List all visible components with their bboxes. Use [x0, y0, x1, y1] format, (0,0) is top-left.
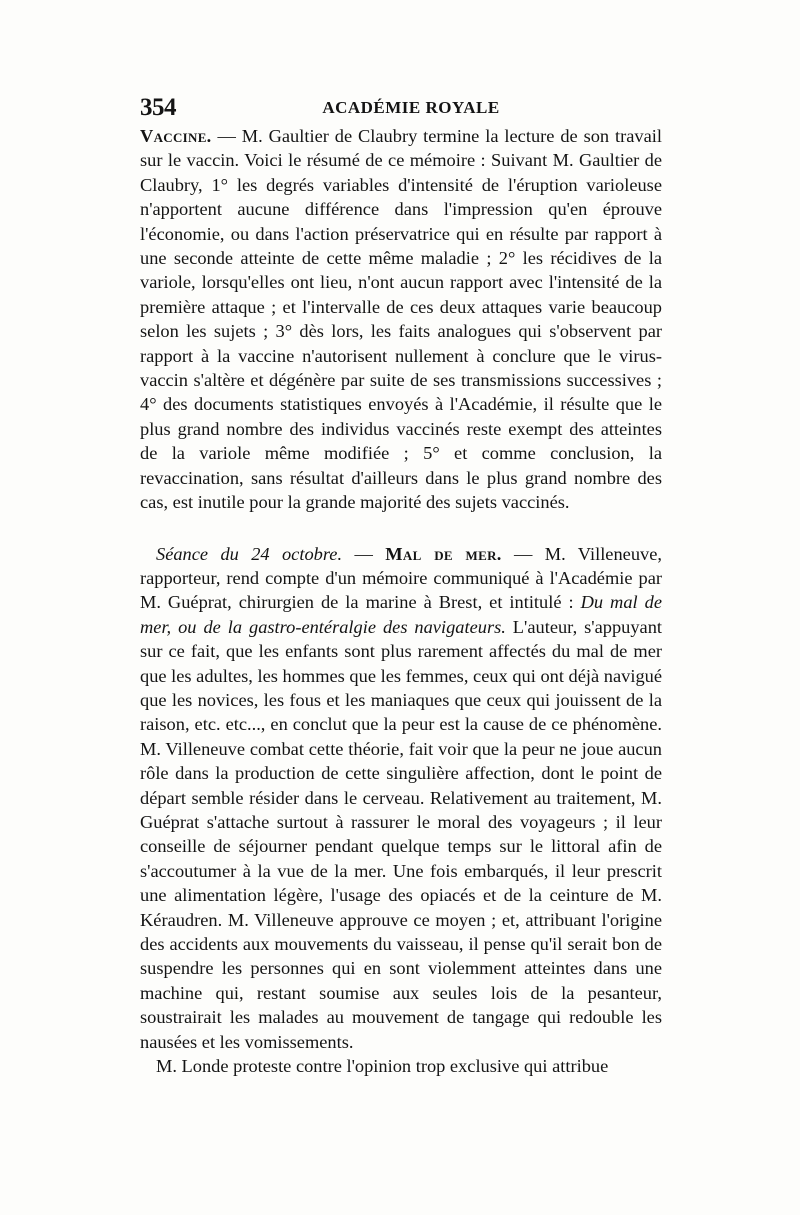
- page-number: 354: [140, 94, 176, 121]
- session-date: Séance du 24 octobre.: [156, 543, 343, 564]
- section-heading-vaccine: Vaccine.: [140, 126, 212, 146]
- page-header: [140, 94, 662, 128]
- paragraph-mal-de-mer: [140, 542, 662, 1055]
- paragraph-londe-text: M. Londe proteste contre l'opinion trop exclusive qui attribue: [156, 1056, 609, 1077]
- page-body: [140, 124, 662, 1078]
- paragraph-mal-de-mer-text-b: L'auteur, s'appuyant sur ce fait, que les enfants sont plus rarement affectés du mal de mer que les adultes, les hommes que les femmes, ceux qui ont déjà navigué que les novices, les fous et les maniaques que ceux qui jouissent de la raison, etc. etc..., en conclut que la peur est la cause de ce phénomène. M. Villeneuve combat cette théorie, fait voir que la peur ne joue aucun rôle dans la production de cette singulière affection, dont le point de départ semble résider dans le cerveau. Relativement au traitement, M. Guéprat s'attache surtout à rassurer le moral des voyageurs ; il leur conseille de séjourner pendant quelque temps sur le littoral afin de s'accoutumer à la vue de la mer. Une fois embarqués, il leur prescrit une alimentation légère, l'usage des opiacés et de la ceinture de M. Kéraudren. M. Villeneuve approuve ce moyen ; et, attribuant l'origine des accidents aux mouvements du vaisseau, il pense qu'il serait bon de suspendre les personnes qui en sont violemment atteintes dans une machine qui, restant soumise aux seules lois de la pesanteur, soustrairait les malades au mouvement de tangage qui redouble les nausées et les vomissements.: [140, 616, 662, 1052]
- memoir-title: Du mal de mer, ou de la gastro-entéralgie des navigateurs.: [140, 592, 662, 637]
- paragraph-vaccine-text: — M. Gaultier de Claubry termine la lecture de son travail sur le vaccin. Voici le résumé de ce mémoire : Suivant M. Gaultier de Claubry, 1° les degrés variables d'intensité de l'éruption varioleuse n'apportent aucune différence dans l'impression qu'en éprouve l'économie, ou dans l'action préservatrice qui en résulte par rapport à une seconde atteinte de cette même maladie ; 2° les récidives de la variole, lorsqu'elles ont lieu, n'ont aucun rapport avec l'intensité de la première attaque ; et l'intervalle de ces deux attaques varie beaucoup selon les sujets ; 3° dès lors, les faits analogues qui s'observent par rapport à la vaccine n'autorisent nullement à conclure que le virus-vaccin s'altère et dégénère par suite de ses transmissions successives ; 4° des documents statistiques envoyés à l'Académie, il résulte que le plus grand nombre des individus vaccinés reste exempt des atteintes de la variole même modifiée ; 5° et comme conclusion, la revaccination, sans résultat d'ailleurs dans le plus grand nombre des cas, est inutile pour la grande majorité des sujets vaccinés.: [140, 126, 662, 513]
- paragraph-londe: [140, 1054, 662, 1078]
- paragraph-mal-de-mer-text-a: — M. Villeneuve, rapporteur, rend compte d'un mémoire communiqué à l'Académie par M. Guéprat, chirurgien de la marine à Brest, et intitulé :: [140, 543, 662, 613]
- running-title: ACADÉMIE ROYALE: [322, 98, 500, 117]
- section-gap: [140, 515, 662, 542]
- paragraph-vaccine: [140, 124, 662, 515]
- dash: —: [342, 543, 386, 564]
- section-heading-mal-de-mer: Mal de mer.: [385, 543, 502, 564]
